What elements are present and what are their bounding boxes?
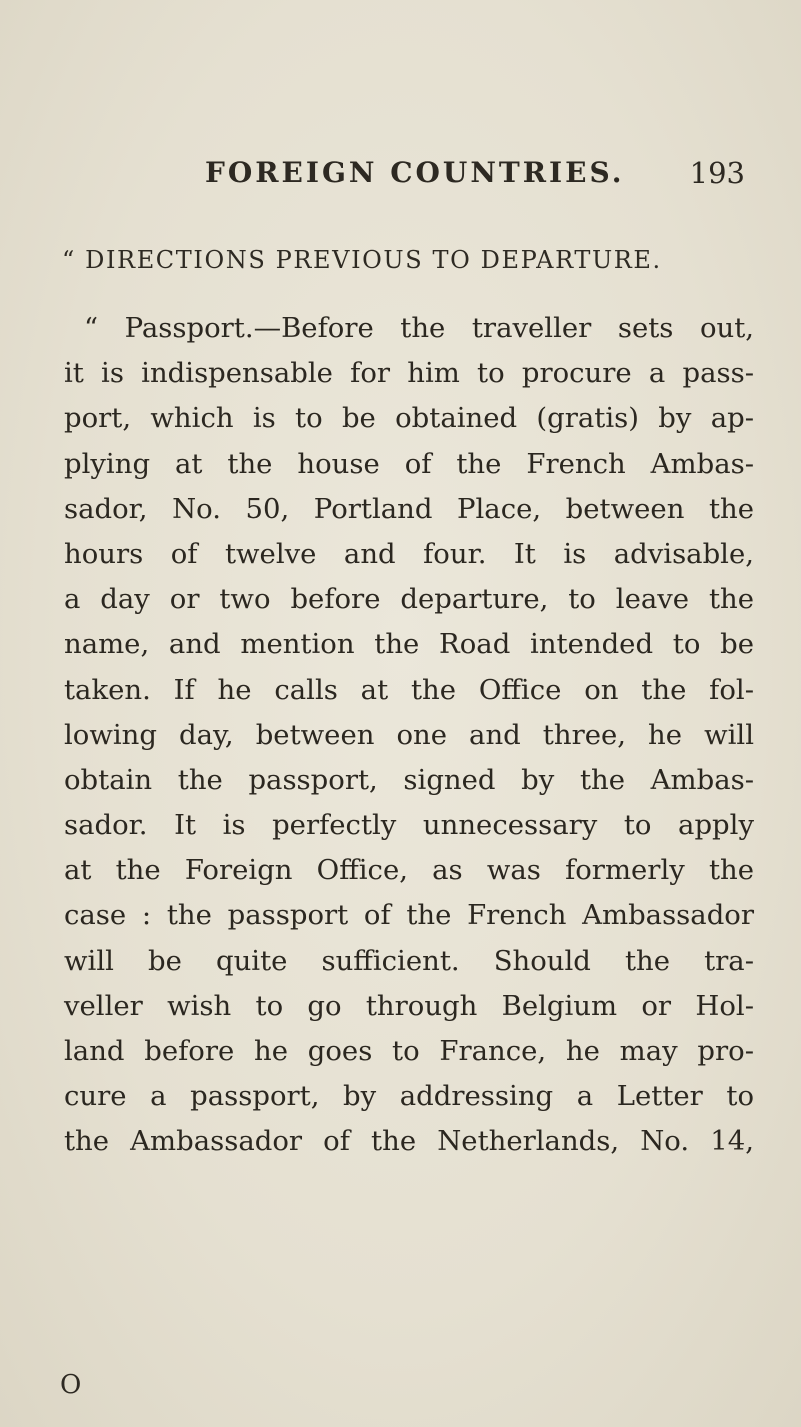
text-line: sador, No. 50, Portland Place, between the <box>64 492 754 525</box>
text-line: taken. If he calls at the Office on the fol- <box>64 673 754 706</box>
text-line: the Ambassador of the Netherlands, No. 14, <box>64 1125 754 1158</box>
running-title: FOREIGN COUNTRIES. <box>205 156 625 189</box>
text-line: land before he goes to France, he may pro- <box>64 1035 754 1067</box>
running-head <box>205 156 745 196</box>
text-line: a day or two before departure, to leave the <box>64 583 754 616</box>
text-line: it is indispensable for him to procure a pass- <box>64 357 754 390</box>
text-line: case : the passport of the French Ambassador <box>64 899 754 932</box>
section-heading: “ DIRECTIONS PREVIOUS TO DEPARTURE. <box>62 246 662 274</box>
text-line: obtain the passport, signed by the Ambas- <box>64 763 754 796</box>
signature-mark: O <box>60 1370 82 1400</box>
text-line: sador. It is perfectly unnecessary to apply <box>64 809 754 842</box>
text-line: at the Foreign Office, as was formerly the <box>64 854 754 887</box>
text-line: port, which is to be obtained (gratis) by ap- <box>64 402 754 435</box>
page-number: 193 <box>689 156 745 190</box>
text-line: will be quite sufficient. Should the tra- <box>64 944 754 977</box>
text-line: cure a passport, by addressing a Letter to <box>64 1080 754 1113</box>
text-line: veller wish to go through Belgium or Hol- <box>64 989 754 1022</box>
text-line: “ Passport.—Before the traveller sets out, <box>84 312 754 344</box>
text-line: name, and mention the Road intended to be <box>64 628 754 661</box>
text-line: plying at the house of the French Ambas- <box>64 447 754 480</box>
text-line: hours of twelve and four. It is advisable, <box>64 537 754 570</box>
paragraph <box>64 306 754 1165</box>
text-line: lowing day, between one and three, he will <box>64 718 754 751</box>
